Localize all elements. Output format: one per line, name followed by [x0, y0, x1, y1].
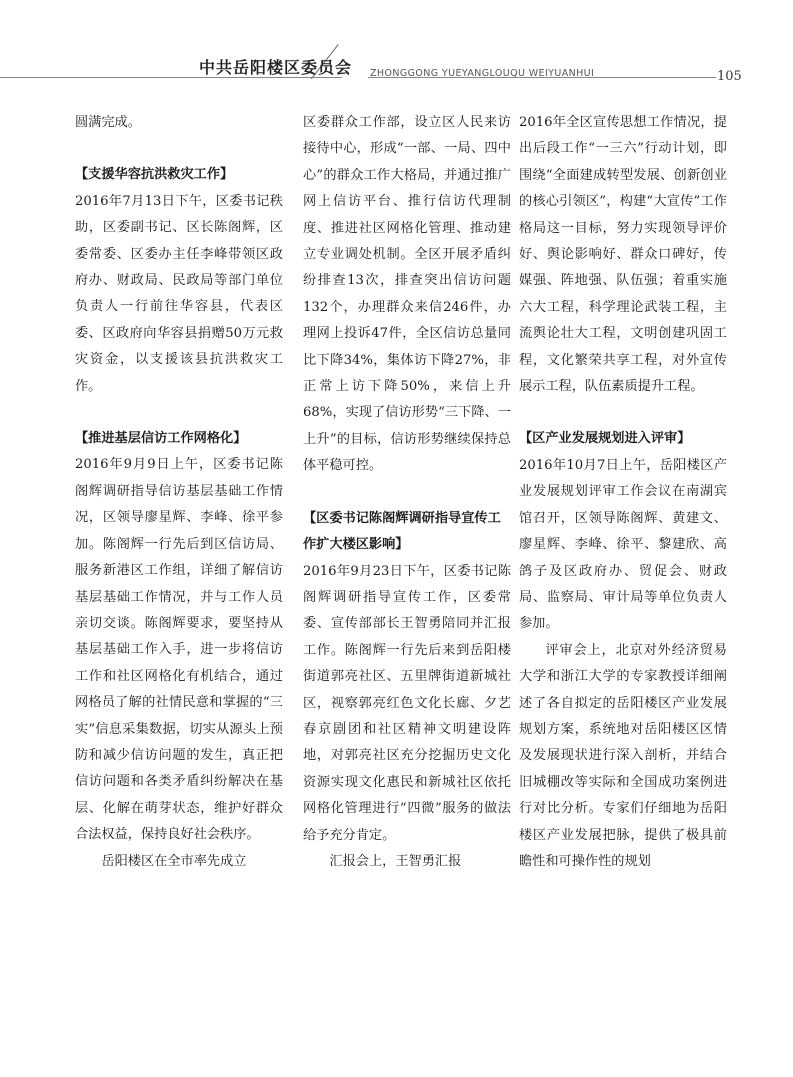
section-title: 【推进基层信访工作网格化】 [75, 431, 247, 447]
text-column-3 [519, 110, 727, 875]
paragraph: 区委群众工作部，设立区人民来访接待中心，形成“一部、一局、四中心”的群众工作大格局，并通过推广网上信访平台、推行信访代理制度、推进社区网格化管理、推动建立专业调处机制。全区开展矛盾纠纷排查13次，排查突出信访问题132个，办理群众来信246件，办理网上投诉47件，全区信访总量同比下降34%，集体访下降27%，非正常上访下降50%，来信上升68%，实现了信访形势“三下降、一上升”的目标，信访形势继续保持总体平稳可控。 [303, 115, 511, 474]
paragraph: 圆满完成。 [75, 115, 141, 130]
spacer [519, 400, 727, 426]
header-title: 中共岳阳楼区委员会 [199, 58, 353, 77]
paragraph: 评审会上，北京对外经济贸易大学和浙江大学的专家教授详细阐述了各自拟定的岳阳楼区产业发展规划方案，系统地对岳阳楼区区情及发展现状进行深入剖析，并结合旧城棚改等实际和全国成功案例进行对比分析。专家们仔细地为岳阳楼区产业发展把脉，提供了极具前瞻性和可操作性的规划 [519, 642, 727, 869]
section-title: 【区产业发展规划进入评审】 [519, 431, 691, 447]
paragraph: 2016年9月9日上午，区委书记陈阁辉调研指导信访基层基础工作情况，区领导廖星辉、李峰、徐平参加。陈阁辉一行先后到区信访局、服务新港区工作组，详细了解信访基层基础工作情况，并与工作人员亲切交谈。陈阁辉要求，要坚持从基层基础工作入手，进一步将信访工作和社区网格化有机结合，通过网格员了解的社情民意和掌握的“三实”信息采集数据，切实从源头上预防和减少信访问题的发生，真正把信访问题和各类矛盾纠纷解决在基层、化解在萌芽状态，维护好群众合法权益，保持良好社会秩序。 [75, 457, 283, 843]
paragraph: 汇报会上，王智勇汇报 [329, 853, 462, 869]
paragraph: 岳阳楼区在全市率先成立 [101, 853, 247, 869]
header-subtitle: ZHONGGONG YUEYANGLOUQU WEIYUANHUI [370, 68, 595, 79]
page-number: 105 [717, 69, 742, 84]
paragraph: 2016年10月7日上午，岳阳楼区产业发展规划评审工作会议在南湖宾馆召开，区领导陈阁辉、黄建文、廖星辉、李峰、徐平、黎建欣、高鸽子及区政府办、贸促会、财政局、监察局、审计局等单位负责人参加。 [519, 457, 727, 632]
page-header [0, 0, 793, 95]
spacer [303, 480, 511, 506]
paragraph: 2016年9月23日下午，区委书记陈阁辉调研指导宣传工作，区委常委、宣传部部长王智勇陪同并汇报工作。陈阁辉一行先后来到岳阳楼街道郭亮社区、五里牌街道新城社区，视察郭亮红色文化长廊、夕艺春京剧团和社区精神文明建设阵地，对郭亮社区充分挖掘历史文化资源实现文化惠民和新城社区依托网格化管理进行“四微”服务的做法给予充分肯定。 [303, 563, 511, 843]
paragraph: 2016年全区宣传思想工作情况，提出后段工作“一三六”行动计划，即围绕“全面建成转型发展、创新创业的核心引领区”，构建“大宣传”工作格局这一目标，努力实现领导评价好、舆论影响好、群众口碑好，传媒强、阵地强、队伍强；着重实施六大工程，科学理论武装工程，主流舆论壮大工程，文明创建巩固工程，文化繁荣共享工程，对外宣传展示工程，队伍素质提升工程。 [519, 115, 727, 395]
spacer [75, 400, 283, 426]
paragraph: 2016年7月13日下午，区委书记秩助，区委副书记、区长陈阁辉，区委常委、区委办主任李峰带领区政府办、财政局、民政局等部门单位负责人一行前往华容县，代表区委、区政府向华容县捐赠50万元救灾资金，以支援该县抗洪救灾工作。 [75, 193, 283, 394]
section-title: 【支援华容抗洪救灾工作】 [75, 167, 234, 183]
text-column-2 [303, 110, 511, 875]
section-title: 【区委书记陈阁辉调研指导宣传工作扩大楼区影响】 [303, 510, 501, 553]
text-column-1 [75, 110, 283, 875]
spacer [75, 136, 283, 162]
